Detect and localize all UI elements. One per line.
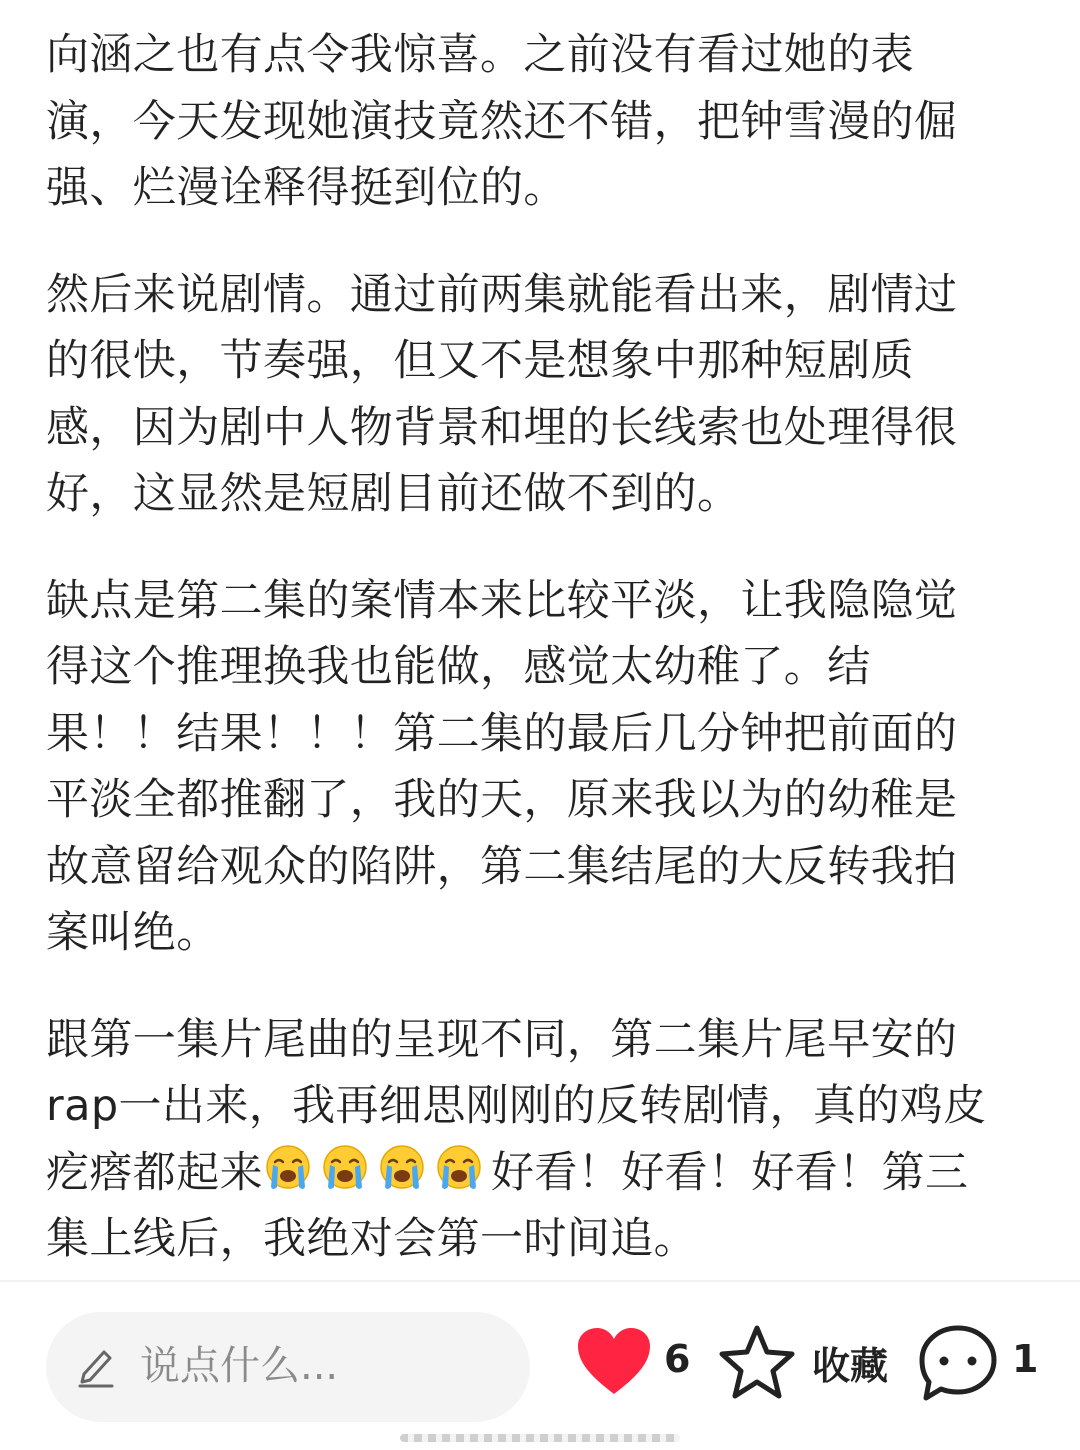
text-line: 缺点是第二集的案情本来比较平淡，让我隐隐觉	[46, 575, 958, 626]
crying-face-emoji	[263, 1143, 313, 1193]
emoji-group	[263, 1148, 491, 1198]
paragraph-4	[46, 1007, 1036, 1273]
text-line: 强、烂漫诠释得挺到位的。	[46, 163, 567, 213]
crying-face-emoji	[377, 1143, 427, 1193]
text-fragment: 好看！好看！好看！第三	[491, 1147, 969, 1198]
comment-placeholder: 说点什么...	[140, 1343, 339, 1389]
paragraph-3	[46, 568, 1036, 967]
text-line: 果！！结果！！！第二集的最后几分钟把前面的	[46, 708, 958, 759]
text-line: 好，这显然是短剧目前还做不到的。	[46, 469, 741, 519]
pencil-icon	[76, 1344, 116, 1388]
text-line-with-emoji	[46, 1140, 1036, 1207]
text-line: 平淡全都推翻了，我的天，原来我以为的幼稚是	[46, 775, 958, 825]
text-line: 感，因为剧中人物背景和埋的长线索也处理得很	[46, 402, 958, 453]
crying-face-emoji	[434, 1143, 484, 1193]
text-line: 案叫绝。	[46, 908, 220, 958]
comment-input[interactable]	[46, 1312, 530, 1422]
favorite-label[interactable]: 收藏	[812, 1344, 889, 1388]
star-icon[interactable]	[718, 1324, 796, 1400]
heart-icon[interactable]	[576, 1326, 652, 1396]
bottom-action-bar	[0, 1282, 1080, 1450]
post-content	[46, 22, 1036, 1313]
text-line: rap一出来，我再细思刚刚的反转剧情，真的鸡皮	[46, 1081, 987, 1131]
text-line: 演，今天发现她演技竟然还不错，把钟雪漫的倔	[46, 96, 958, 147]
text-line: 故意留给观众的陷阱，第二集结尾的大反转我拍	[46, 841, 958, 892]
text-line: 得这个推理换我也能做，感觉太幼稚了。结	[46, 642, 871, 692]
text-line: 跟第一集片尾曲的呈现不同，第二集片尾早安的	[46, 1014, 958, 1065]
paragraph-2	[46, 262, 1036, 528]
like-count: 6	[664, 1337, 691, 1381]
crying-face-emoji	[320, 1143, 370, 1193]
comment-count: 1	[1012, 1337, 1039, 1381]
chat-bubble-icon[interactable]	[918, 1324, 998, 1402]
text-fragment: 疙瘩都起来	[46, 1147, 263, 1198]
text-line: 向涵之也有点令我惊喜。之前没有看过她的表	[46, 30, 914, 80]
text-line: 集上线后，我绝对会第一时间追。	[46, 1214, 697, 1264]
paragraph-1	[46, 22, 1036, 222]
text-line: 然后来说剧情。通过前两集就能看出来，剧情过	[46, 269, 958, 320]
home-indicator	[400, 1434, 680, 1442]
text-line: 的很快，节奏强，但又不是想象中那种短剧质	[46, 336, 914, 386]
